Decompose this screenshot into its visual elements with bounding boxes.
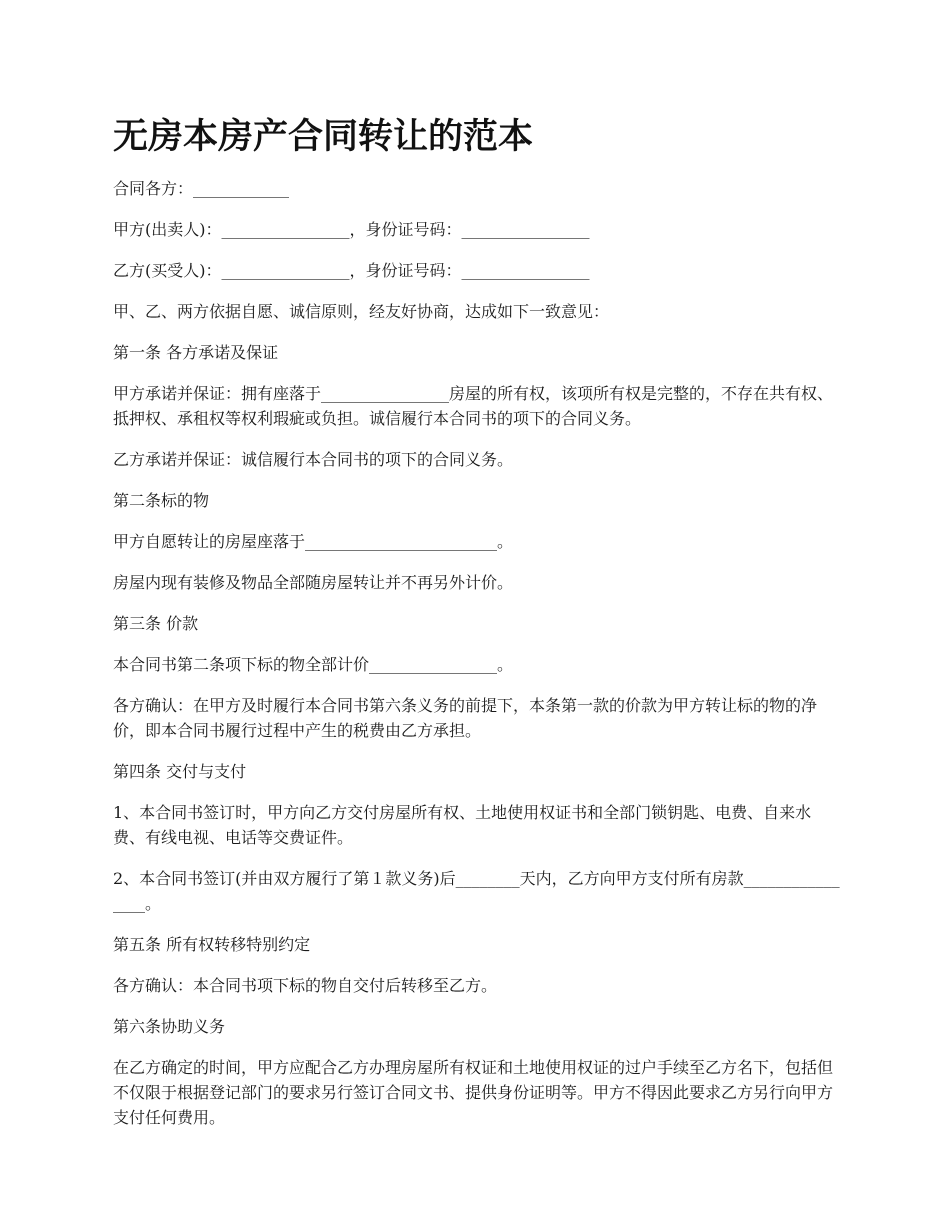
article-3-price: 本合同书第二条项下标的物全部计价________________。 bbox=[113, 655, 514, 674]
article-4-clause-1: 1、本合同书签订时，甲方向乙方交付房屋所有权、土地使用权证书和全部门锁钥匙、电费、自来水费、有线电视、电话等交费证件。 bbox=[113, 803, 812, 847]
article-6-assistance: 在乙方确定的时间，甲方应配合乙方办理房屋所有权证和土地使用权证的过户手续至乙方名下，包括但不仅限于根据登记部门的要求另行签订合同文书、提供身份证明等。甲方不得因此要求乙方另行向甲方支付任何费用。 bbox=[113, 1058, 834, 1127]
paragraph-buyer: 乙方(买受人)：________________，身份证号码：________________ bbox=[113, 261, 590, 280]
document-title: 无房本房产合同转让的范本 bbox=[113, 117, 534, 157]
paragraph-seller: 甲方(出卖人)：________________，身份证号码：________________ bbox=[113, 220, 590, 239]
article-5-heading: 第五条 所有权转移特别约定 bbox=[113, 935, 311, 954]
paragraph-agreement-intro: 甲、乙、两方依据自愿、诚信原则，经友好协商，达成如下一致意见： bbox=[113, 302, 610, 321]
paragraph-parties: 合同各方：____________ bbox=[113, 179, 290, 198]
article-2-location: 甲方自愿转让的房屋座落于________________________。 bbox=[113, 532, 514, 551]
article-3-heading: 第三条 价款 bbox=[113, 614, 199, 633]
article-3-confirmation: 各方确认：在甲方及时履行本合同书第六条义务的前提下，本条第一款的价款为甲方转让标的物的净价，即本合同书履行过程中产生的税费由乙方承担。 bbox=[113, 696, 818, 740]
article-2-furnishings: 房屋内现有装修及物品全部随房屋转让并不再另外计价。 bbox=[113, 573, 514, 592]
article-1-party-b: 乙方承诺并保证：诚信履行本合同书的项下的合同义务。 bbox=[113, 450, 514, 469]
document-body bbox=[113, 176, 840, 1146]
article-4-clause-2: 2、本合同书签订(并由双方履行了第１款义务)后________天内，乙方向甲方支付所有房款________________。 bbox=[113, 869, 840, 913]
article-5-confirmation: 各方确认：本合同书项下标的物自交付后转移至乙方。 bbox=[113, 976, 498, 995]
article-1-heading: 第一条 各方承诺及保证 bbox=[113, 343, 279, 362]
article-1-party-a: 甲方承诺并保证：拥有座落于________________房屋的所有权，该项所有权是完整的，不存在共有权、抵押权、承租权等权利瑕疵或负担。诚信履行本合同书的项下的合同义务。 bbox=[113, 384, 834, 428]
article-2-heading: 第二条标的物 bbox=[113, 491, 210, 510]
article-6-heading: 第六条协助义务 bbox=[113, 1017, 226, 1036]
article-4-heading: 第四条 交付与支付 bbox=[113, 762, 247, 781]
